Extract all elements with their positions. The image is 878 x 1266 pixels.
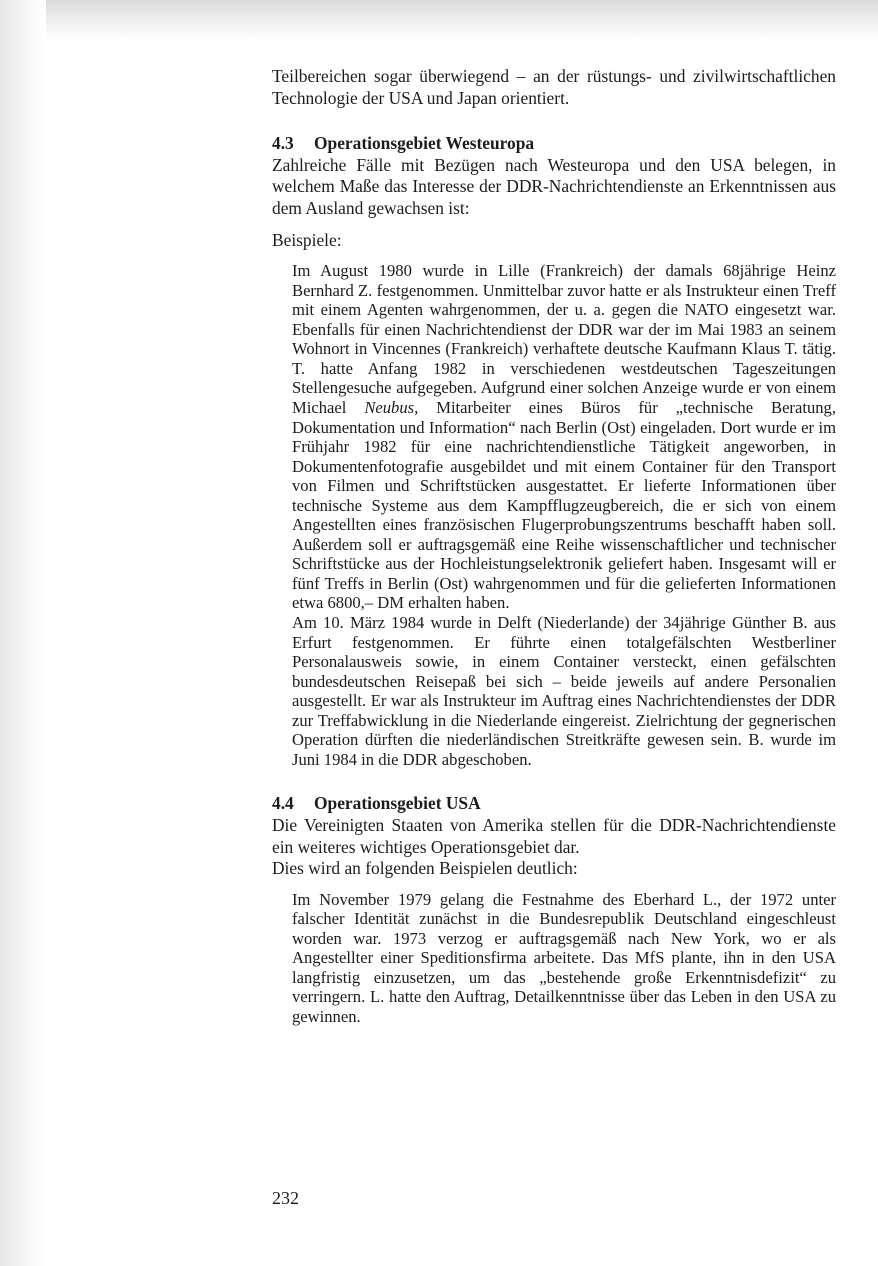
- page-number: 232: [272, 1188, 299, 1208]
- section-heading-4-4: [272, 793, 836, 815]
- page-content: [272, 66, 836, 1027]
- spacer: [272, 109, 836, 133]
- section-heading-4-3: [272, 133, 836, 155]
- examples-block: [272, 261, 836, 769]
- examples-block: [272, 890, 836, 1027]
- section-number: 4.3: [272, 133, 294, 154]
- example-text: Mitarbeiter eines Büros für „technische Beratung, Dokumentation und Information“ nach Berlin (Ost) eingeladen. Dort wurde er im Frühjahr 1982 für eine nachrichtendienstliche Tätigkeit angeworben, in Dokumentenfotografie ausgebildet und mit einem Container für den Transport von Filmen und Schriftstücken ausgestattet. Er lieferte Informationen über technische Systeme aus dem Kampfflugzeugbereich, die er sich von einem Angestellten eines französischen Flugerprobungszentrums beschafft haben soll. Außerdem soll er auftragsgemäß eine Reihe wissenschaftlicher und technischer Schriftstücke aus der Hochleistungselektronik geliefert haben. Insgesamt will er fünf Treffs in Berlin (Ost) wahrgenommen und für die gelieferten Informationen etwa 6800,– DM erhalten haben.: [292, 397, 836, 613]
- example-paragraph: [292, 261, 836, 613]
- spacer: [272, 220, 836, 230]
- intro-paragraph: Teilbereichen sogar überwiegend – an der rüstungs- und zivilwirtschaftlichen Technologie der USA und Japan orientiert.: [272, 66, 836, 108]
- example-paragraph: Im November 1979 gelang die Festnahme des Eberhard L., der 1972 unter falscher Identität zunächst in die Bundesrepublik Deutschland eingeschleust worden war. 1973 verzog er auftragsgemäß nach New York, wo er als Angestellter einer Speditionsfirma arbeitete. Das MfS plante, ihn in den USA langfristig einzusetzen, um das „bestehende große Erkenntnisdefizit“ zu verringern. L. hatte den Auftrag, Detailkenntnisse über das Leben in den USA zu gewinnen.: [292, 889, 836, 1027]
- scan-edge-left: [0, 0, 46, 1266]
- spacer: [272, 769, 836, 793]
- examples-label: Beispiele:: [272, 229, 342, 250]
- section-intro: Die Vereinigten Staaten von Amerika stellen für die DDR-Nachrichtendienste ein weiteres wichtiges Operationsgebiet dar.: [272, 814, 836, 857]
- example-text: Im August 1980 wurde in Lille (Frankreich) der damals 68jährige Heinz Bernhard Z. festgenommen. Unmittelbar zuvor hatte er als Instrukteur einen Treff mit einem Agenten wahrgenommen, der u. a. gegen die NATO eingesetzt war. Ebenfalls für einen Nachrichtendienst der DDR war der im Mai 1983 an seinem Wohnort in Vincennes (Frankreich) verhaftete deutsche Kaufmann Klaus T. tätig. T. hatte Anfang 1982 in verschiedenen westdeutschen Tageszeitungen Stellengesuche aufgegeben. Aufgrund einer solchen Anzeige wurde er von einem Michael: [292, 261, 836, 417]
- spacer: [272, 880, 836, 890]
- scan-edge-top: [0, 0, 878, 40]
- section-number: 4.4: [272, 793, 294, 814]
- section-title: Operationsgebiet USA: [314, 793, 481, 814]
- example-paragraph: Am 10. März 1984 wurde in Delft (Niederlande) der 34jährige Günther B. aus Erfurt festgenommen. Er führte einen totalgefälschten Westberliner Personalausweis sowie, in einem Container versteckt, einen gefälschten bundesdeutschen Reisepaß bei sich – beide jeweils auf andere Personalien ausgestellt. Er war als Instrukteur im Auftrag eines Nachrichtendienstes der DDR zur Treffabwicklung in die Niederlande eingereist. Zielrichtung der gegnerischen Operation dürften die niederländischen Streitkräfte gewesen sein. B. wurde im Juni 1984 in die DDR abgeschoben.: [292, 613, 836, 769]
- section-title: Operationsgebiet Westeuropa: [314, 133, 535, 154]
- example-italic-name: Neubus,: [364, 397, 419, 417]
- spacer: [272, 251, 836, 261]
- section-intro-2: Dies wird an folgenden Beispielen deutlich:: [272, 858, 578, 879]
- section-intro: Zahlreiche Fälle mit Bezügen nach Westeuropa und den USA belegen, in welchem Maße das Interesse der DDR-Nachrichtendienste an Erkenntnissen aus dem Ausland gewachsen ist:: [272, 154, 836, 218]
